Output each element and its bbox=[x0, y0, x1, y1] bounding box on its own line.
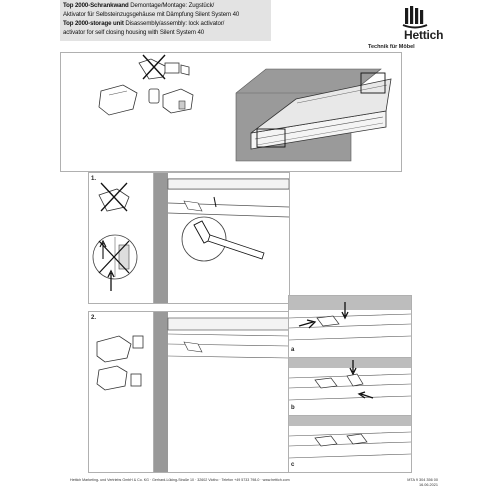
step-2-drawer-illustration bbox=[154, 312, 289, 472]
detail-a-illustration bbox=[289, 296, 411, 358]
detail-c-label: c bbox=[291, 462, 295, 468]
title-line-2: Aktivator für Selbsteinzugsgehäuse mit Dämpfung Silent System 40 bbox=[63, 11, 240, 18]
title-line-3: Top 2000-storage unit Disassembly/assembly: lock activator/ bbox=[63, 20, 225, 27]
footer-address: Hettich Marketing- und Vertriebs GmbH & Co. KG · Gerhard-Lüking-Straße 10 · 32602 Vlotho · Telefon +49 5733 798-0 · www.hettich.com bbox=[70, 478, 290, 482]
new-lock-part-icon bbox=[149, 89, 193, 113]
detail-a-panel bbox=[288, 295, 412, 359]
step-1-drawer-panel bbox=[153, 172, 290, 304]
brand-name: Hettich bbox=[404, 28, 444, 42]
detail-b-panel bbox=[288, 357, 412, 417]
detail-b-illustration bbox=[289, 358, 411, 416]
step-1-parts-panel bbox=[88, 172, 155, 304]
arrow-left-icon bbox=[359, 392, 373, 398]
document-date: 16.06.2021 bbox=[418, 483, 438, 487]
detail-c-panel bbox=[288, 415, 412, 473]
title-line-1: Top 2000-Schrankwand Demontage/Montage: Zugstück/ bbox=[63, 2, 215, 9]
activator-part-icon bbox=[97, 336, 143, 362]
step-2-parts-illustration bbox=[89, 312, 154, 472]
detail-a-label: a bbox=[291, 347, 295, 353]
new-lock-part-icon bbox=[97, 366, 141, 390]
overview-panel bbox=[60, 52, 402, 172]
cabinet-side-panel bbox=[154, 173, 168, 303]
document-number-block bbox=[372, 478, 438, 488]
new-activator-part-icon bbox=[99, 85, 137, 115]
arrow-up-icon bbox=[108, 271, 114, 291]
step-1-parts-illustration bbox=[89, 173, 154, 303]
arrow-right-icon bbox=[299, 320, 315, 328]
step-2-label: 2. bbox=[91, 315, 97, 321]
detail-b-label: b bbox=[291, 405, 295, 411]
detail-c-illustration bbox=[289, 416, 411, 472]
title-line-4: activator for self closing housing with Silent System 40 bbox=[63, 29, 205, 36]
document-number: MTA 9 304 356 00 bbox=[407, 478, 438, 482]
brand-tagline: Technik für Möbel bbox=[368, 44, 415, 50]
step-2-drawer-panel bbox=[153, 311, 290, 473]
step-1-drawer-illustration bbox=[154, 173, 289, 303]
step-2-parts-panel bbox=[88, 311, 155, 473]
overview-illustration bbox=[61, 53, 401, 171]
step-1-label: 1. bbox=[91, 176, 97, 182]
cabinet-side-panel bbox=[154, 312, 168, 472]
